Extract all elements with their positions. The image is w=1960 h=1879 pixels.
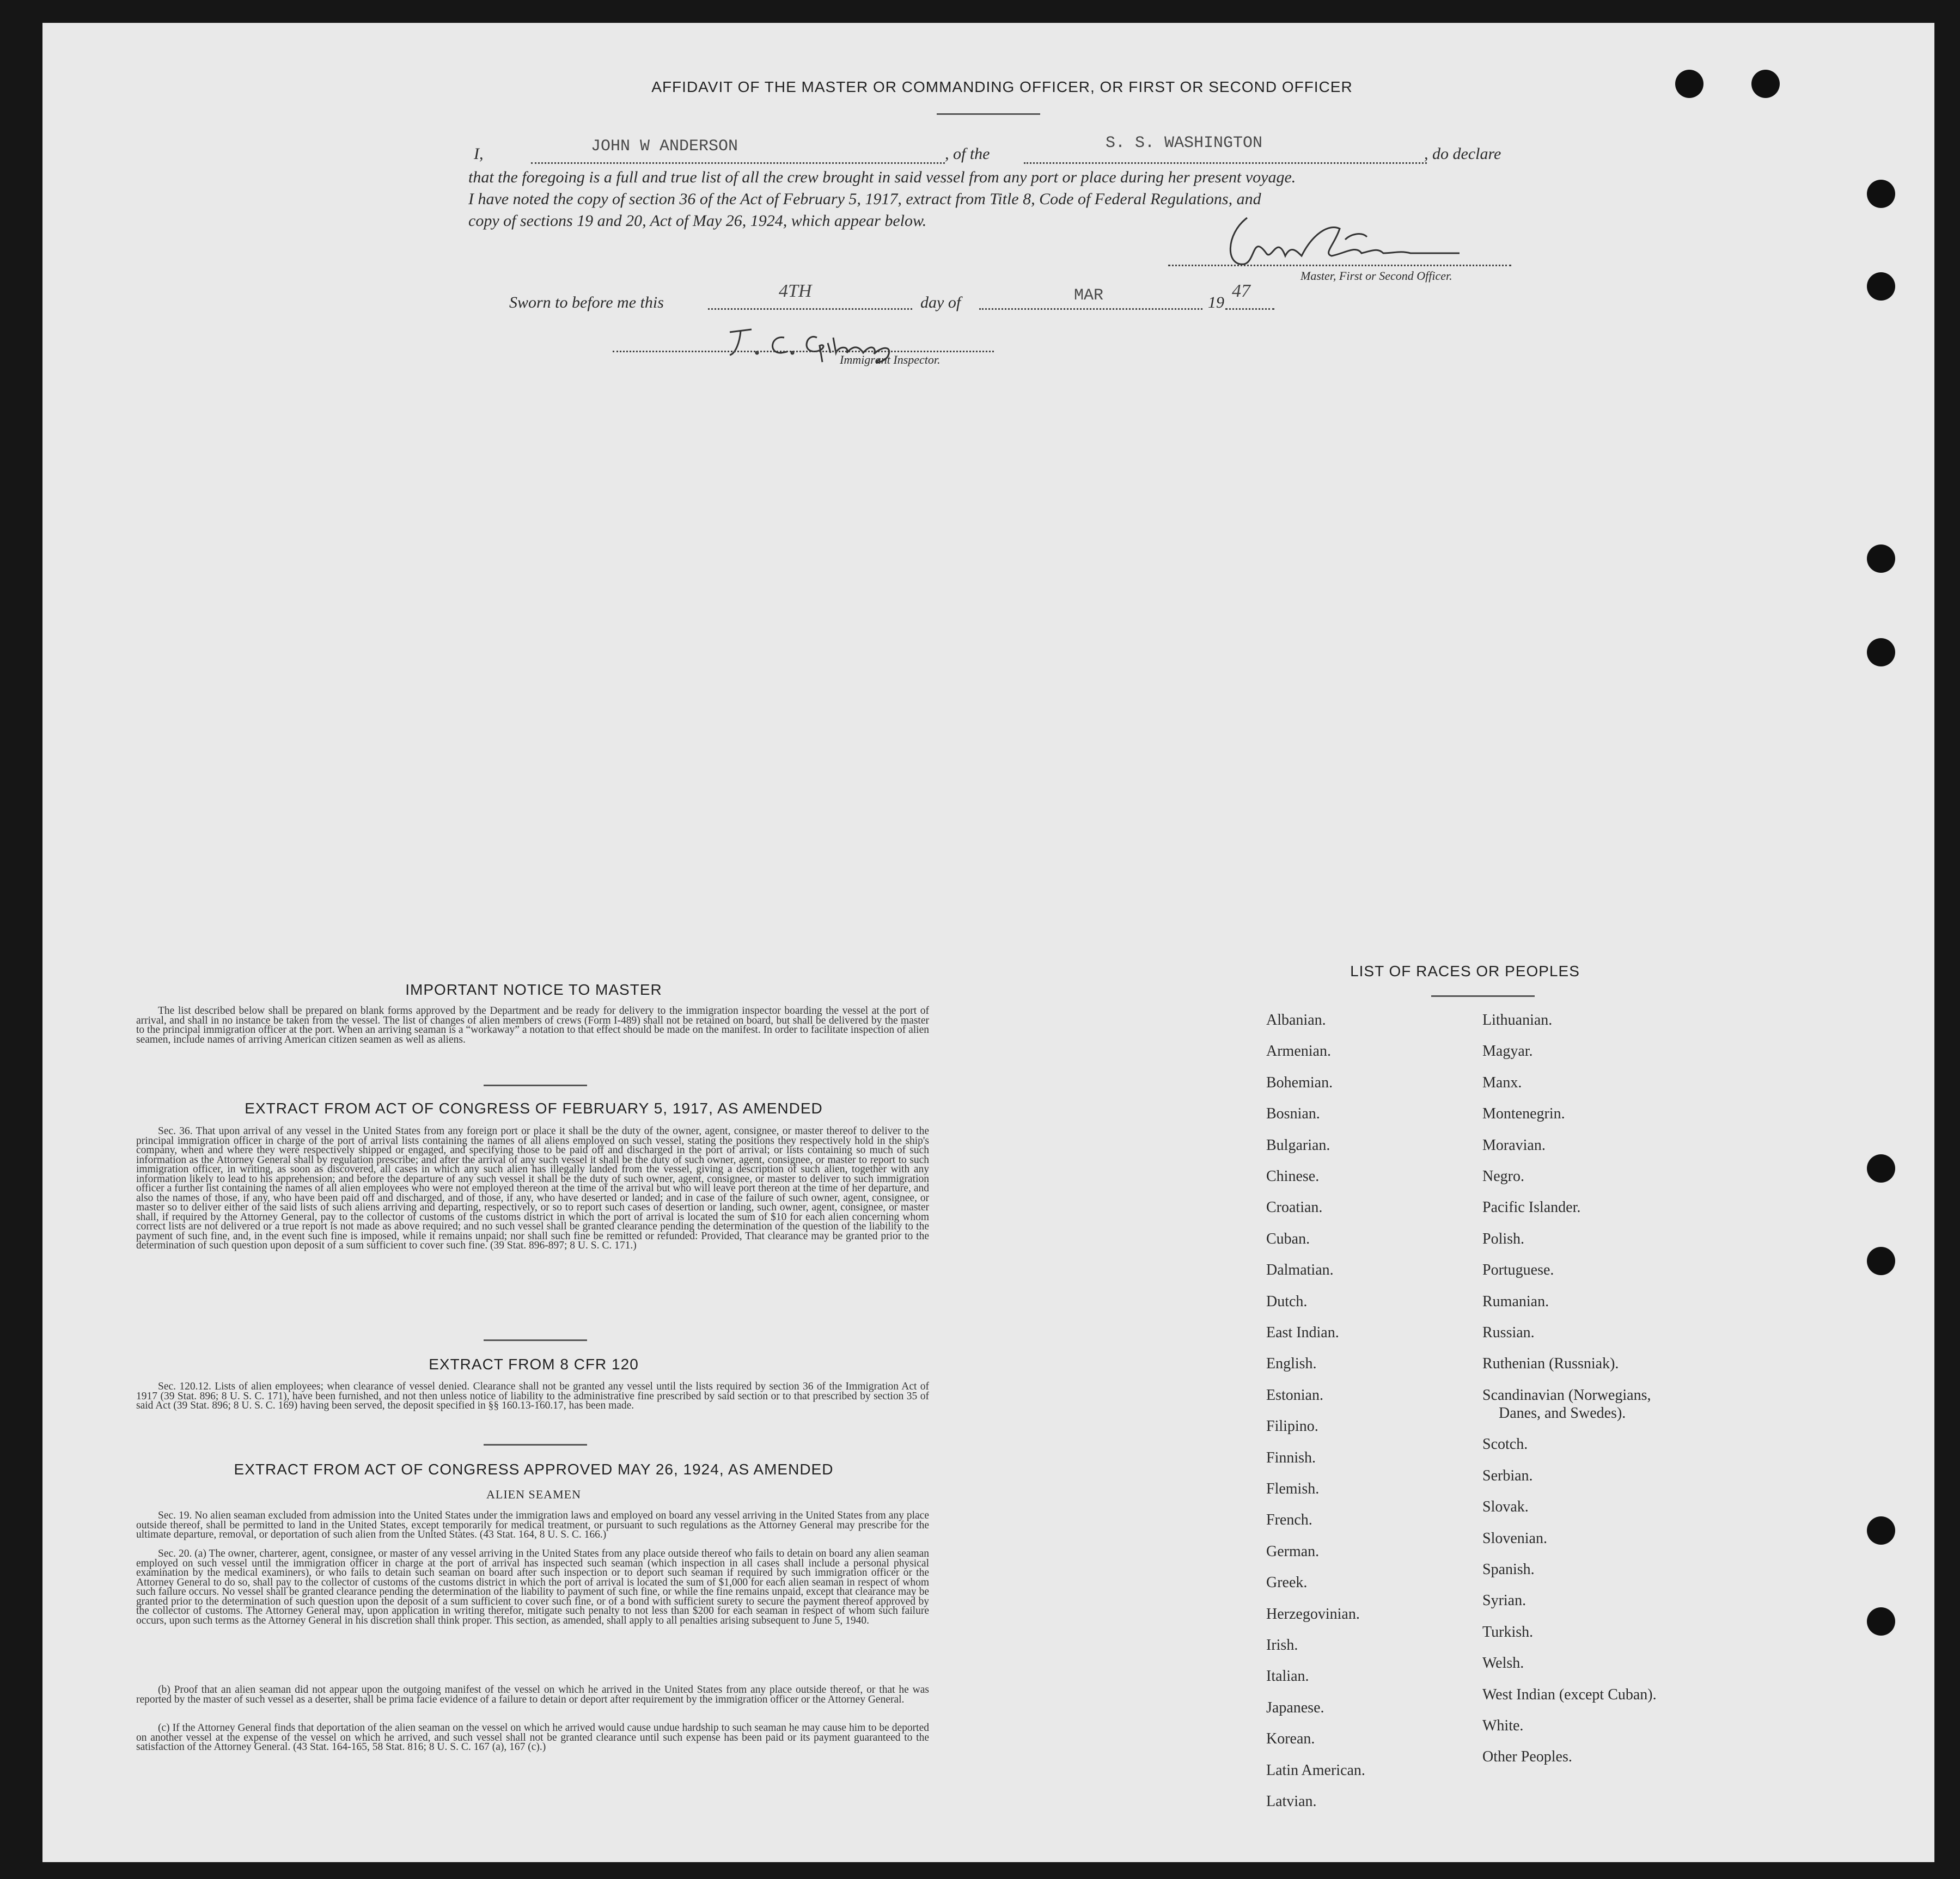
race-item: English. <box>1266 1355 1317 1373</box>
sworn-month-line <box>979 308 1202 310</box>
affidavit-body-line-1: that the foregoing is a full and true list of all the crew brought in said vessel from any port or place during her present voyage. <box>468 168 1296 186</box>
race-item: Dutch. <box>1266 1293 1308 1310</box>
day-of-label: day of <box>920 293 961 311</box>
race-item: Bulgarian. <box>1266 1136 1330 1154</box>
race-item: Irish. <box>1266 1637 1298 1654</box>
races-title: LIST OF RACES OR PEOPLES <box>1350 963 1580 980</box>
affidavit-body-line-3: copy of sections 19 and 20, Act of May 26, 1924, which appear below. <box>468 212 927 230</box>
extract-1917-title: EXTRACT FROM ACT OF CONGRESS OF FEBRUARY 5, 1917, AS AMENDED <box>245 1100 823 1117</box>
extract-1917-divider <box>484 1339 587 1341</box>
race-item: Welsh. <box>1482 1655 1524 1672</box>
race-item: Herzegovinian. <box>1266 1605 1360 1623</box>
race-item: Latvian. <box>1266 1793 1317 1810</box>
race-item: Moravian. <box>1482 1136 1546 1154</box>
race-item: Latin American. <box>1266 1761 1365 1779</box>
race-item: Bosnian. <box>1266 1105 1320 1123</box>
race-item: Other Peoples. <box>1482 1748 1572 1766</box>
punch-hole <box>1867 180 1895 208</box>
vessel-name-field: S. S. WASHINGTON <box>1106 134 1263 152</box>
sworn-month-field: MAR <box>1074 286 1104 305</box>
of-the-label: , of the <box>945 145 990 163</box>
extract-1924-sec20b: (b) Proof that an alien seaman did not appear upon the outgoing manifest of the vessel on which he arrived in the United States from any place outside thereof, or that he was reported by the master of such vessel as a deserter, shall be prima facie evidence of a failure to detain or deport after requirement by the immigration officer or the Attorney General. <box>136 1684 929 1705</box>
race-item: Magyar. <box>1482 1043 1533 1060</box>
race-item: Armenian. <box>1266 1043 1331 1060</box>
extract-1924-sec20c: (c) If the Attorney General finds that deportation of the alien seaman on the vessel on which he arrived would cause undue hardship to such seaman he may cause him to be deported on another vessel at the expense of the vessel on which he arrived, and such vessel shall not be granted clearance until such expense has been paid or its payment guaranteed to the satisfaction of the Attorney General. (43 Stat. 164-165, 58 Stat. 816; 8 U. S. C. 167 (a), 167 (c).) <box>136 1722 929 1753</box>
inspector-caption: Immigrant Inspector. <box>840 353 941 366</box>
race-item: Danes, and Swedes). <box>1499 1405 1626 1422</box>
master-name-field: JOHN W ANDERSON <box>591 137 738 156</box>
extract-1917-text: Sec. 36. That upon arrival of any vessel in the United States from any foreign port or place it shall be the duty of the owner, agent, consignee, or master thereof to deliver to the principal immigration officer in charge of the port of arrival lists containing the names of all aliens employed on such vessel, stating the positions they respectively hold in the ship's company, when and where they were respectively shipped or engaged, and specifying those to be paid off and discharged in the port of arrival; or lists containing so much of such information as the Attorney General shall by regulation prescribe; and after the arrival of any such vessel it shall be the duty of such owner, agent, consignee, or master to report to such immigration officer, in writing, as soon as discovered, all cases in which any such alien has illegally landed from the vessel, giving a description of such alien, together with any information likely to lead to his apprehension; and before the departure of any such vessel it shall be the duty of such owner, agent, consignee, or master to deliver to such immigration officer a further list containing the names of all alien employees who were not employed thereon at the time of the arrival but who will leave port thereon at the time of her departure, and also the names of those, if any, who have been paid off and discharged, and of those, if any, who have deserted or landed; and in case of the failure of such owner, agent, consignee, or master so to deliver either of the said lists of such aliens arriving and departing, respectively, or so to report such cases of desertion or landing, such owner, agent, consignee, or master shall, if required by the Attorney General, pay to the collector of customs of the customs district in which the port of arrival is located the sum of $10 for each alien concerning whom correct lists are not delivered or a true report is not made as above required; and no such vessel shall be granted clearance pending the determination of the question of the liability to the payment of such fine, and, in the event such fine is imposed, while it remains unpaid; nor shall such fine be remitted or refunded: Provided, That clearance may be granted prior to the determination of such question upon deposit of a sum sufficient to cover such fine. (39 Stat. 896-897; 8 U. S. C. 171.) <box>136 1125 929 1251</box>
punch-hole <box>1867 638 1895 666</box>
race-item: West Indian (except Cuban). <box>1482 1686 1657 1703</box>
race-item: Manx. <box>1482 1074 1522 1091</box>
race-item: Montenegrin. <box>1482 1105 1565 1123</box>
punch-hole <box>1867 1247 1895 1275</box>
master-name-line <box>531 162 945 164</box>
sworn-day-line <box>708 308 912 310</box>
race-item: Bohemian. <box>1266 1074 1333 1091</box>
sworn-day-field: 4TH <box>779 281 812 301</box>
race-item: Turkish. <box>1482 1623 1534 1641</box>
race-item: Greek. <box>1266 1574 1308 1592</box>
race-item: Estonian. <box>1266 1386 1323 1404</box>
inspector-signature-line <box>613 351 994 352</box>
punch-hole <box>1675 70 1703 98</box>
extract-1924-sec20a: Sec. 20. (a) The owner, charterer, agent, consignee, or master of any vessel arriving in the United States from any place outside thereof who fails to detain on board any alien seaman employed on such vessel until the immigration officer in charge at the port of arrival has inspected such seaman (which inspection in all cases shall include a personal physical examination by the medical examiners), or who fails to detain such seaman on board after such inspection or to deport such seaman if required by such immigration officer or the Attorney General to do so, shall pay to the collector of customs of the customs district in which the port of arrival is located the sum of $1,000 for each alien seaman in respect of whom such failure occurs. No vessel shall be granted clearance pending the determination of the liability to payment of such fine, or while the fine remains unpaid, except that clearance may be granted prior to the determination of such question upon the deposit of a sum sufficient to cover such fine, or of a bond with sufficient surety to secure the payment thereof approved by the collector of customs. The Attorney General may, upon application in writing therefor, mitigate such penalty to not less than $200 for each seaman in respect of whom such failure occurs, upon such terms as the Attorney General in his discretion shall think proper. This section, as amended, shall apply to all penalties arising subsequent to June 5, 1940. <box>136 1548 929 1626</box>
race-item: Polish. <box>1482 1230 1525 1247</box>
race-item: Spanish. <box>1482 1561 1535 1578</box>
notice-text: The list described below shall be prepared on blank forms approved by the Department and be ready for delivery to the immigration inspector boarding the vessel at the port of arrival, and shall in no instance be taken from the vessel. The list of changes of alien members of crews (Form I-489) shall not be retained on board, but shall be delivered by the master to the principal immigration officer at the port. When an arriving seaman is a “workaway” a notation to that effect should be made on the manifest. In order to facilitate inspection of alien seamen, include names of arriving American citizen seamen as well as aliens. <box>136 1005 929 1045</box>
title-underline <box>937 113 1040 115</box>
race-item: Ruthenian (Russniak). <box>1482 1355 1619 1373</box>
vessel-name-line <box>1024 162 1427 164</box>
master-caption: Master, First or Second Officer. <box>1300 269 1452 283</box>
race-item: Albanian. <box>1266 1012 1326 1029</box>
race-item: Croatian. <box>1266 1199 1323 1216</box>
race-item: Syrian. <box>1482 1592 1527 1609</box>
year-prefix-label: 19 <box>1208 293 1224 311</box>
punch-hole <box>1867 1154 1895 1183</box>
extract-cfr-divider <box>484 1444 587 1446</box>
year-suffix-field: 47 <box>1232 281 1250 301</box>
master-signature-line <box>1168 265 1511 266</box>
race-item: Japanese. <box>1266 1699 1324 1716</box>
race-item: Finnish. <box>1266 1449 1316 1466</box>
race-item: Slovak. <box>1482 1498 1529 1516</box>
race-item: Pacific Islander. <box>1482 1199 1581 1216</box>
punch-hole <box>1867 544 1895 573</box>
race-item: Lithuanian. <box>1482 1012 1553 1029</box>
punch-hole <box>1867 272 1895 301</box>
races-title-underline <box>1431 995 1535 997</box>
race-item: German. <box>1266 1543 1320 1560</box>
race-item: Serbian. <box>1482 1467 1533 1484</box>
notice-divider <box>484 1085 587 1086</box>
notice-title: IMPORTANT NOTICE TO MASTER <box>405 981 662 998</box>
extract-cfr-title: EXTRACT FROM 8 CFR 120 <box>429 1356 639 1373</box>
race-item: White. <box>1482 1717 1524 1735</box>
race-item: Korean. <box>1266 1730 1315 1748</box>
affidavit-body-line-2: I have noted the copy of section 36 of the Act of February 5, 1917, extract from Title 8, Code of Federal Regulations, and <box>468 190 1261 208</box>
race-item: Scandinavian (Norwegians, <box>1482 1386 1651 1404</box>
extract-1924-sec19: Sec. 19. No alien seaman excluded from admission into the United States under the immigration laws and employed on board any vessel arriving in the United States from any place outside thereof, shall be permitted to land in the United States, except temporarily for medical treatment, or pursuant to such regulations as the Attorney General may prescribe for the ultimate departure, removal, or deportation of such alien from the United States. (43 Stat. 164, 8 U. S. C. 166.) <box>136 1510 929 1540</box>
punch-hole <box>1867 1607 1895 1636</box>
race-item: Filipino. <box>1266 1418 1318 1435</box>
race-item: Portuguese. <box>1482 1262 1554 1279</box>
race-item: Russian. <box>1482 1324 1535 1341</box>
year-line <box>1225 308 1274 310</box>
race-item: Dalmatian. <box>1266 1262 1334 1279</box>
race-item: Negro. <box>1482 1168 1524 1185</box>
race-item: Flemish. <box>1266 1480 1320 1497</box>
race-item: French. <box>1266 1511 1312 1529</box>
punch-hole <box>1867 1516 1895 1545</box>
race-item: Chinese. <box>1266 1168 1320 1185</box>
extract-1924-subtitle: ALIEN SEAMEN <box>486 1488 581 1501</box>
race-item: Rumanian. <box>1482 1293 1549 1310</box>
do-declare-label: , do declare <box>1424 145 1501 163</box>
punch-hole <box>1751 70 1780 98</box>
affidavit-i-label: I, <box>474 145 484 163</box>
affidavit-title: AFFIDAVIT OF THE MASTER OR COMMANDING OFFICER, OR FIRST OR SECOND OFFICER <box>651 78 1353 95</box>
extract-cfr-text: Sec. 120.12. Lists of alien employees; when clearance of vessel denied. Clearance shall not be granted any vessel until the lists required by section 36 of the Immigration Act of 1917 (39 Stat. 896; 8 U. S. C. 171), have been furnished, and not then unless notice of liability to the administrative fine prescribed by said section or to that prescribed by section 35 of said Act (39 Stat. 896; 8 U. S. C. 169) having been served, the deposit specified in §§ 160.13-160.17, has been made. <box>136 1381 929 1411</box>
extract-1924-title: EXTRACT FROM ACT OF CONGRESS APPROVED MAY 26, 1924, AS AMENDED <box>234 1461 834 1478</box>
race-item: East Indian. <box>1266 1324 1339 1341</box>
sworn-label: Sworn to before me this <box>509 293 664 311</box>
race-item: Italian. <box>1266 1668 1309 1685</box>
race-item: Slovenian. <box>1482 1529 1547 1547</box>
race-item: Scotch. <box>1482 1436 1528 1453</box>
race-item: Cuban. <box>1266 1230 1310 1247</box>
